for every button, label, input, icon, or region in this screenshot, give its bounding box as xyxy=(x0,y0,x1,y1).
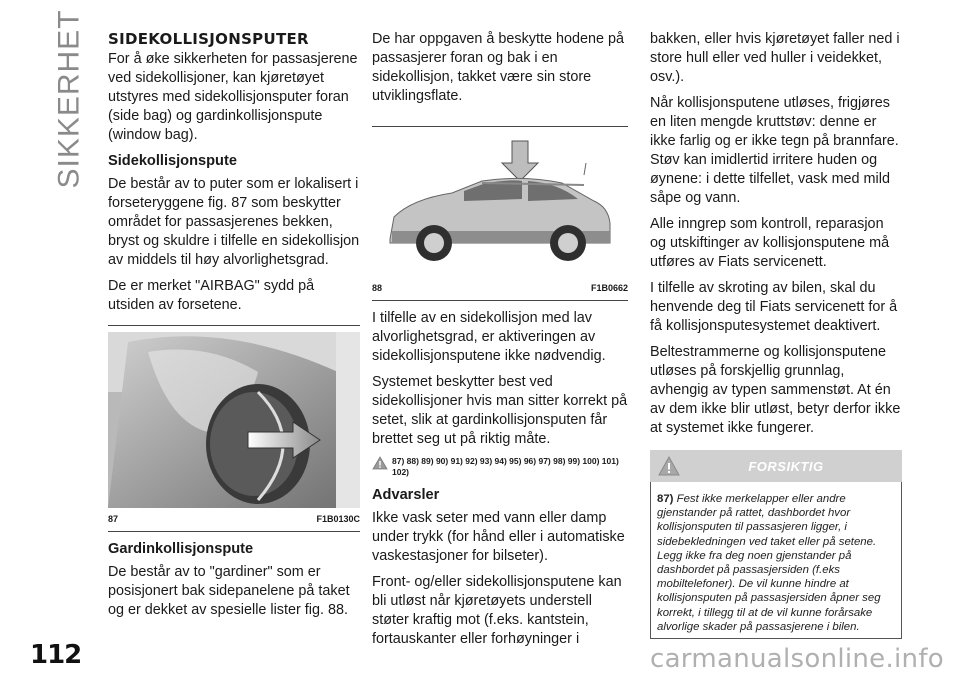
column-2 xyxy=(372,30,628,656)
note-number: 87) xyxy=(657,493,674,505)
figure-88 xyxy=(372,126,628,301)
subheading-window-airbag: Gardinkollisjonspute xyxy=(108,541,254,557)
paragraph: I tilfelle av en sidekollisjon med lav alvorlighetsgrad, er aktiveringen av sidekollisjonsputene ikke nødvendig. xyxy=(372,310,606,364)
caution-note xyxy=(650,482,902,639)
paragraph: Alle inngrep som kontroll, reparasjon og utskiftinger av kollisjonsputene må utføres av Fiats servicenett. xyxy=(650,216,890,270)
paragraph: De har oppgaven å beskytte hodene på passasjerer foran og bak i en sidekollisjon, takket være sin store utviklingsflate. xyxy=(372,31,625,104)
caution-header xyxy=(650,450,902,482)
paragraph: Beltestrammerne og kollisjonsputene utløses på forskjellig grunnlag, avhengig av typen sammenstøt. At én av dem ikke blir utløst, betyr derfor ikke at systemet ikke fungerer. xyxy=(650,344,901,436)
figure-number: 88 xyxy=(372,283,383,293)
warning-refs-text: 87) 88) 89) 90) 91) 92) 93) 94) 95) 96) 97) 98) 99) 100) 101) 102) xyxy=(392,456,619,477)
warning-references xyxy=(372,456,628,478)
caution-title: FORSIKTIG xyxy=(748,458,824,474)
section-heading: SIDEKOLLISJONSPUTER xyxy=(108,30,309,48)
footer-watermark: carmanualsonline.info xyxy=(649,644,944,674)
warning-triangle-icon xyxy=(658,456,680,476)
paragraph: bakken, eller hvis kjøretøyet faller ned i store hull eller ved huller i veidekket, osv.). xyxy=(650,31,900,85)
section-label-text: SIKKERHET xyxy=(53,9,87,189)
warning-triangle-icon xyxy=(372,456,388,470)
figure-caption xyxy=(372,277,628,301)
note-text: Fest ikke merkelapper eller andre gjenstander på rattet, dashbordet hvor kollisjonsputen til passasjeren ligger, i sidebekledningen ved taket eller på setene. Legg ikke fra deg noen gjenstander på dashbordet på passasjersiden (f.eks mobiltelefoner). De vil kunne hindre at kollisjonsputen på passasjersiden åpner seg korrekt, i tillegg til at de vil kunne forårsake alvorlige skader på passasjerene i bilen. xyxy=(657,493,881,633)
paragraph: De består av to "gardiner" som er posisjonert bak sidepanelene på taket og er dekket av spesielle lister fig. 88. xyxy=(108,564,350,618)
paragraph: De består av to puter som er lokalisert i forseteryggene fig. 87 som beskytter området for passasjerenes bekken, bryst og skuldre i tilfelle en sidekollisjon av middels til høy alvorlighetsgrad. xyxy=(108,176,360,268)
section-label xyxy=(48,9,92,189)
figure-number: 87 xyxy=(108,514,119,524)
figure-code: F1B0130C xyxy=(316,514,360,524)
car-illustration xyxy=(372,139,628,277)
page-number: 112 xyxy=(30,640,82,670)
figure-code: F1B0662 xyxy=(590,283,628,293)
figure-caption xyxy=(108,508,360,532)
intro-paragraph: For å øke sikkerheten for passasjerene ved sidekollisjoner, kan kjøretøyet utstyres med sidekollisjonsputer foran (side bag) og gardinkollisjonspute (window bag). xyxy=(108,51,358,143)
paragraph: Front- og/eller sidekollisjonsputene kan bli utløst når kjøretøyets understell støter kraftig mot (f.eks. kantstein, fortauskanter eller forhøyninger i xyxy=(372,574,622,647)
column-3 xyxy=(650,30,902,639)
seat-airbag-illustration xyxy=(108,332,360,508)
paragraph: Når kollisjonsputene utløses, frigjøres en liten mengde kruttstøv: denne er ikke farlig og er ikke tegn på brannfare. Støv kan imidlertid irritere huden og øynene: i dette tilfellet, vask med mild såpe og vann. xyxy=(650,95,899,206)
figure-87 xyxy=(108,325,360,532)
subheading-side-airbag: Sidekollisjonspute xyxy=(108,153,237,169)
paragraph: I tilfelle av skroting av bilen, skal du henvende deg til Fiats servicenett for å få kollisjonsputesystemet deaktivert. xyxy=(650,280,898,334)
paragraph: De er merket "AIRBAG" sydd på utsiden av forsetene. xyxy=(108,278,315,313)
column-1 xyxy=(108,30,360,627)
subheading-warnings: Advarsler xyxy=(372,487,440,503)
paragraph: Ikke vask seter med vann eller damp under trykk (for hånd eller i automatiske vaskestasjoner for bilseter). xyxy=(372,510,625,564)
paragraph: Systemet beskytter best ved sidekollisjoner hvis man sitter korrekt på setet, slik at gardinkollisjonsputen får brettet seg ut på riktig måte. xyxy=(372,374,628,447)
